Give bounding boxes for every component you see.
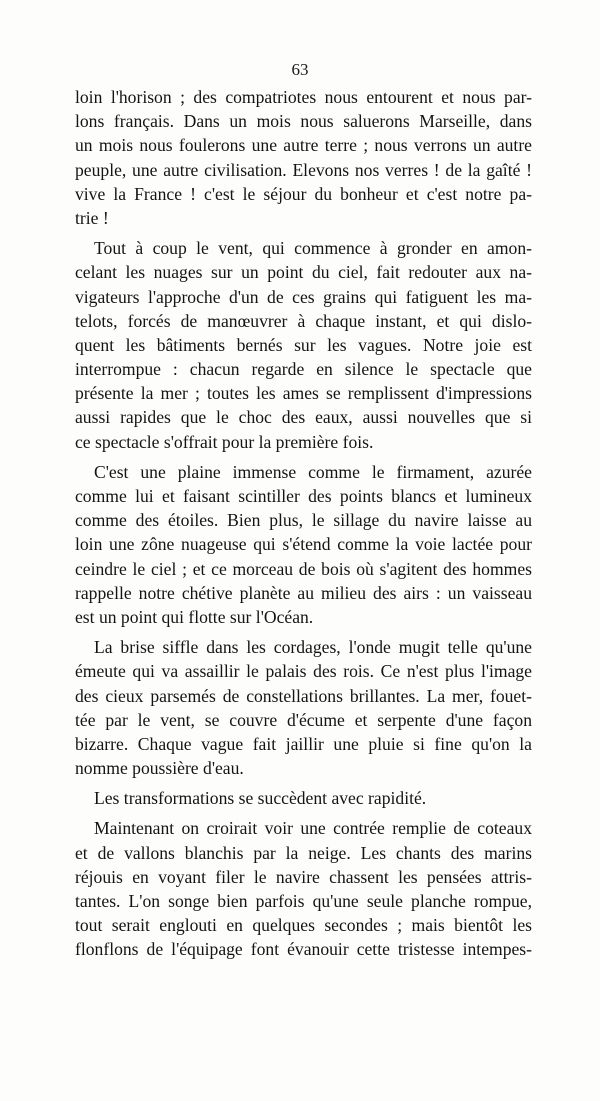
text-line: loin une zône nuageuse qui s'étend comme la voie lactée pour	[75, 534, 532, 555]
text-line: émeute qui va assaillir le palais des rois. Ce n'est plus l'image	[75, 661, 532, 682]
text-line: loin l'horison ; des compatriotes nous entourent et nous par-	[75, 87, 532, 107]
text-line: vigateurs l'approche d'un de ces grains qui fatiguent les ma-	[75, 286, 532, 307]
text-line: un mois nous foulerons une autre terre ; nous verrons un autre	[75, 135, 532, 156]
page-number: 63	[291, 60, 309, 79]
text-line: celant les nuages sur un point du ciel, fait redouter aux na-	[75, 262, 532, 283]
text-line: ceindre le ciel ; et ce morceau de bois où s'agitent des hommes	[75, 558, 532, 579]
text-line: présente la mer ; toutes les ames se remplissent d'impressions	[75, 383, 532, 404]
text-line: ce spectacle s'offrait pour la première fois.	[75, 431, 374, 452]
text-line: tée par le vent, se couvre d'écume et serpente d'une façon	[75, 709, 532, 730]
text-line: tantes. L'on songe bien parfois qu'une seule planche rompue,	[75, 891, 532, 911]
text-line: réjouis en voyant filer le navire chassent les pensées attris-	[75, 866, 532, 887]
text-line: lons français. Dans un mois nous saluerons Marseille, dans	[75, 111, 532, 132]
text-line: est un point qui flotte sur l'Océan.	[75, 606, 314, 627]
text-line: peuple, une autre civilisation. Elevons nos verres ! de la gaîté !	[75, 159, 532, 180]
text-line: telots, forcés de manœuvrer à chaque instant, et qui dislo-	[75, 310, 532, 331]
paragraph	[75, 85, 532, 230]
text-line: et de vallons blanchis par la neige. Les chants des marins	[75, 842, 532, 863]
text-line: nomme poussière d'eau.	[75, 758, 244, 779]
text-line: bizarre. Chaque vague fait jaillir une pluie si fine qu'on la	[75, 733, 532, 754]
paragraph	[75, 635, 532, 780]
paragraph	[75, 236, 532, 454]
text-line: Les transformations se succèdent avec rapidité.	[94, 788, 427, 809]
paragraph	[75, 816, 532, 961]
text-line: Tout à coup le vent, qui commence à gronder en amon-	[94, 238, 532, 259]
paragraph	[75, 460, 532, 629]
text-line: La brise siffle dans les cordages, l'onde mugit telle qu'une	[94, 637, 532, 658]
text-line: aussi rapides que le choc des eaux, aussi nouvelles que si	[75, 407, 532, 428]
text-line: C'est une plaine immense comme le firmament, azurée	[94, 461, 532, 482]
text-line: comme lui et faisant scintiller des points blancs et lumineux	[75, 486, 532, 506]
paragraph	[75, 786, 532, 810]
text-line: des cieux parsemés de constellations brillantes. La mer, fouet-	[75, 685, 532, 706]
text-line: comme des étoiles. Bien plus, le sillage du navire laisse au	[75, 510, 532, 531]
text-line: vive la France ! c'est le séjour du bonheur et c'est notre pa-	[75, 183, 532, 204]
body-text	[75, 85, 532, 962]
text-line: trie !	[75, 207, 109, 228]
text-line: tout serait englouti en quelques secondes ; mais bientôt les	[75, 915, 532, 936]
text-line: rappelle notre chétive planète au milieu des airs : un vaisseau	[75, 582, 532, 603]
text-line: interrompue : chacun regarde en silence le spectacle que	[75, 359, 532, 380]
text-line: Maintenant on croirait voir une contrée remplie de coteaux	[94, 818, 532, 839]
text-line: quent les bâtiments bernés sur les vagues. Notre joie est	[75, 334, 532, 355]
text-line: flonflons de l'équipage font évanouir cette tristesse intempes-	[75, 939, 532, 960]
